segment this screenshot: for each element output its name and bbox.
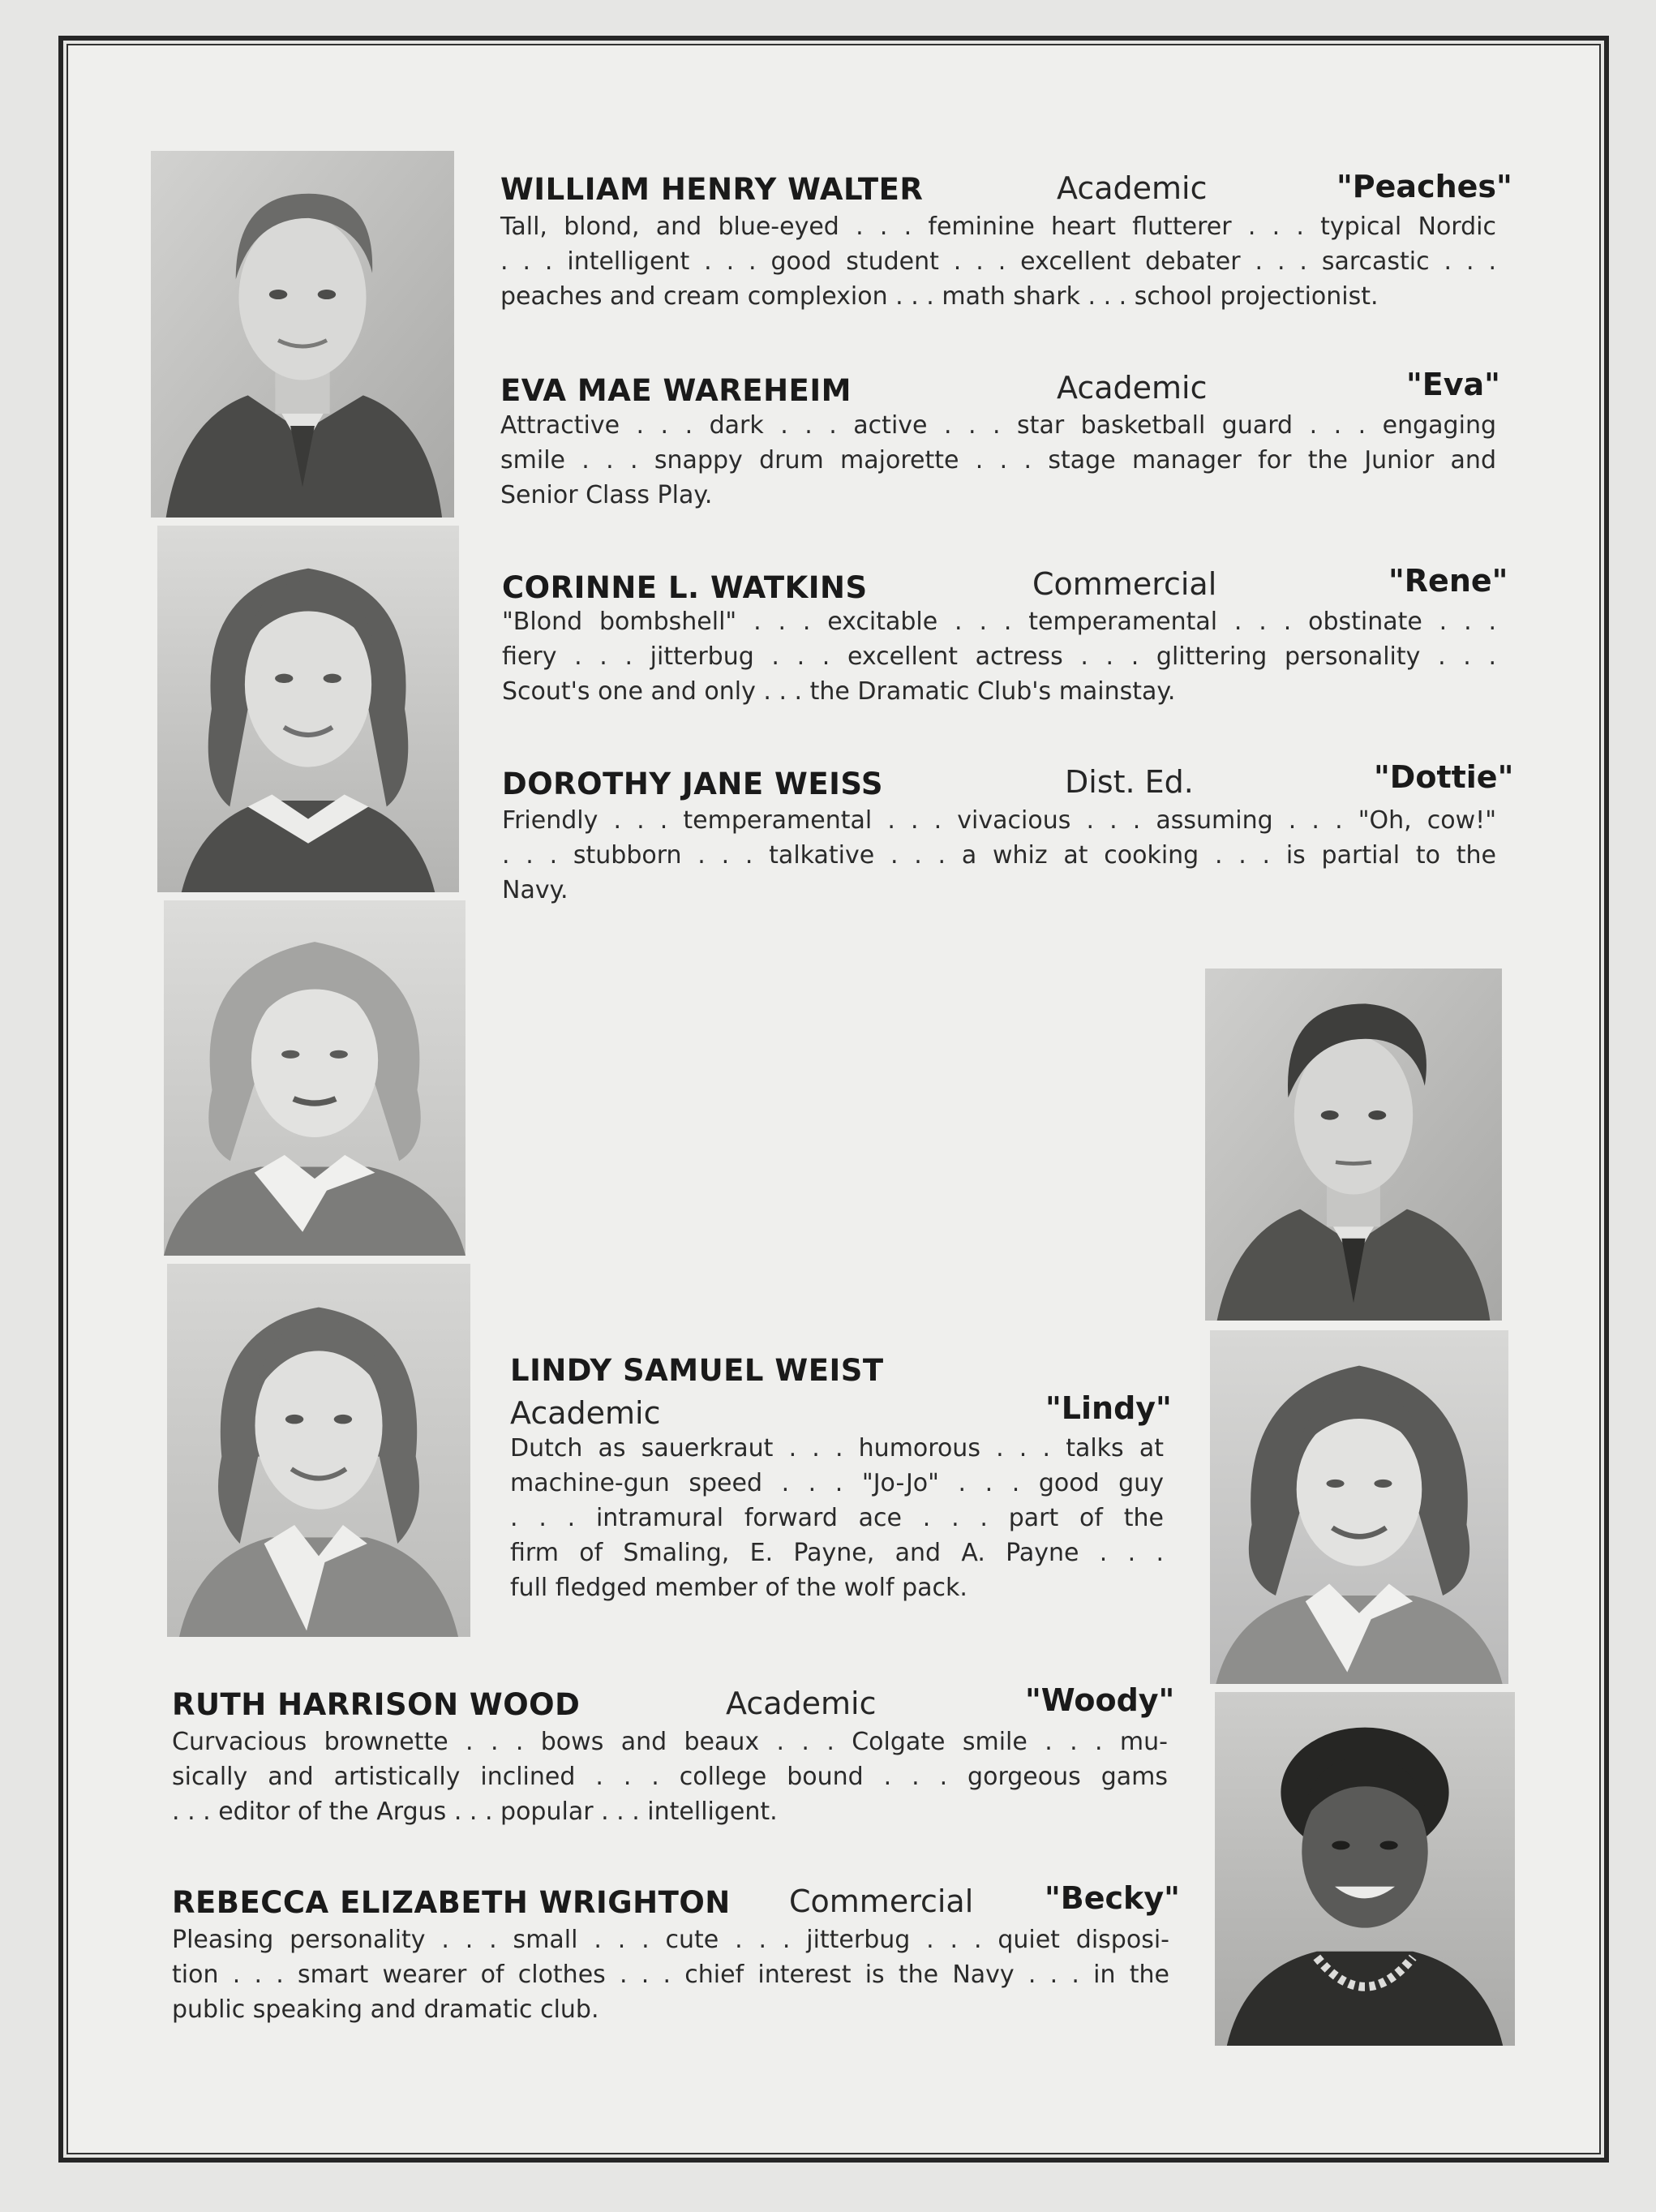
- description-line: . . . stubborn . . . talkative . . . a whiz at cooking . . . is partial to the: [502, 841, 1496, 870]
- description-line: firm of Smaling, E. Payne, and A. Payne . . .: [510, 1539, 1164, 1567]
- description-line: Friendly . . . temperamental . . . vivacious . . . assuming . . . "Oh, cow!": [502, 806, 1496, 835]
- description-line: Pleasing personality . . . small . . . cute . . . jitterbug . . . quiet disposi-: [172, 1926, 1169, 1954]
- student-name: WILLIAM HENRY WALTER: [500, 172, 924, 207]
- course-label: Commercial: [1032, 566, 1217, 602]
- description-line: Attractive . . . dark . . . active . . . star basketball guard . . . engaging: [500, 411, 1496, 440]
- description-line: "Blond bombshell" . . . excitable . . . temperamental . . . obstinate . . .: [502, 608, 1496, 636]
- description-line: sically and artistically inclined . . . college bound . . . gorgeous gams: [172, 1763, 1168, 1791]
- portrait-photo-william-walter: [151, 151, 454, 518]
- student-name: CORINNE L. WATKINS: [502, 570, 868, 605]
- portrait-photo-rebecca-wrighton: [1215, 1692, 1515, 2046]
- description-line: . . . intramural forward ace . . . part of the: [510, 1504, 1164, 1532]
- nickname: "Dottie": [1374, 759, 1514, 795]
- portrait-photo-ruth-wood: [1210, 1330, 1508, 1684]
- course-label: Academic: [510, 1395, 661, 1431]
- student-name: LINDY SAMUEL WEIST: [510, 1353, 884, 1388]
- description-line: machine-gun speed . . . "Jo-Jo" . . . good guy: [510, 1469, 1164, 1497]
- student-description: [502, 803, 1496, 908]
- student-description: [502, 604, 1496, 709]
- student-name: DOROTHY JANE WEISS: [502, 767, 884, 801]
- description-line: Scout's one and only . . . the Dramatic Club's mainstay.: [502, 677, 1176, 706]
- portrait-photo-dorothy-weiss: [167, 1264, 470, 1637]
- description-line: Senior Class Play.: [500, 481, 713, 509]
- student-description: [500, 209, 1496, 314]
- description-line: Tall, blond, and blue-eyed . . . feminine heart flutterer . . . typical Nordic: [500, 213, 1496, 241]
- description-line: Navy.: [502, 876, 568, 904]
- description-line: peaches and cream complexion . . . math shark . . . school projectionist.: [500, 282, 1379, 311]
- student-name: REBECCA ELIZABETH WRIGHTON: [172, 1885, 731, 1920]
- student-name: RUTH HARRISON WOOD: [172, 1687, 581, 1722]
- nickname: "Lindy": [1045, 1390, 1172, 1426]
- course-label: Academic: [1057, 370, 1208, 406]
- student-description: [172, 1922, 1169, 2027]
- description-line: Dutch as sauerkraut . . . humorous . . . talks at: [510, 1434, 1164, 1462]
- course-label: Dist. Ed.: [1065, 764, 1194, 800]
- description-line: tion . . . smart wearer of clothes . . . chief interest is the Navy . . . in the: [172, 1961, 1169, 1989]
- nickname: "Rene": [1388, 563, 1508, 599]
- student-description: [500, 408, 1496, 513]
- student-description: [510, 1431, 1164, 1605]
- description-line: full fledged member of the wolf pack.: [510, 1574, 967, 1602]
- nickname: "Peaches": [1336, 169, 1512, 204]
- description-line: fiery . . . jitterbug . . . excellent actress . . . glittering personality . . .: [502, 642, 1496, 671]
- portrait-photo-corinne-watkins: [164, 900, 465, 1256]
- portrait-photo-eva-wareheim: [157, 526, 459, 892]
- course-label: Commercial: [789, 1883, 974, 1919]
- portrait-photo-lindy-weist: [1205, 969, 1502, 1321]
- description-line: smile . . . snappy drum majorette . . . stage manager for the Junior and: [500, 446, 1496, 475]
- nickname: "Eva": [1406, 367, 1500, 402]
- nickname: "Becky": [1045, 1880, 1180, 1916]
- student-description: [172, 1725, 1168, 1829]
- course-label: Academic: [726, 1686, 877, 1721]
- description-line: . . . intelligent . . . good student . . . excellent debater . . . sarcastic . . .: [500, 247, 1496, 276]
- course-label: Academic: [1057, 170, 1208, 206]
- description-line: . . . editor of the Argus . . . popular . . . intelligent.: [172, 1798, 778, 1826]
- student-name: EVA MAE WAREHEIM: [500, 373, 852, 408]
- description-line: public speaking and dramatic club.: [172, 1995, 599, 2024]
- nickname: "Woody": [1025, 1682, 1175, 1718]
- description-line: Curvacious brownette . . . bows and beaux . . . Colgate smile . . . mu-: [172, 1728, 1168, 1756]
